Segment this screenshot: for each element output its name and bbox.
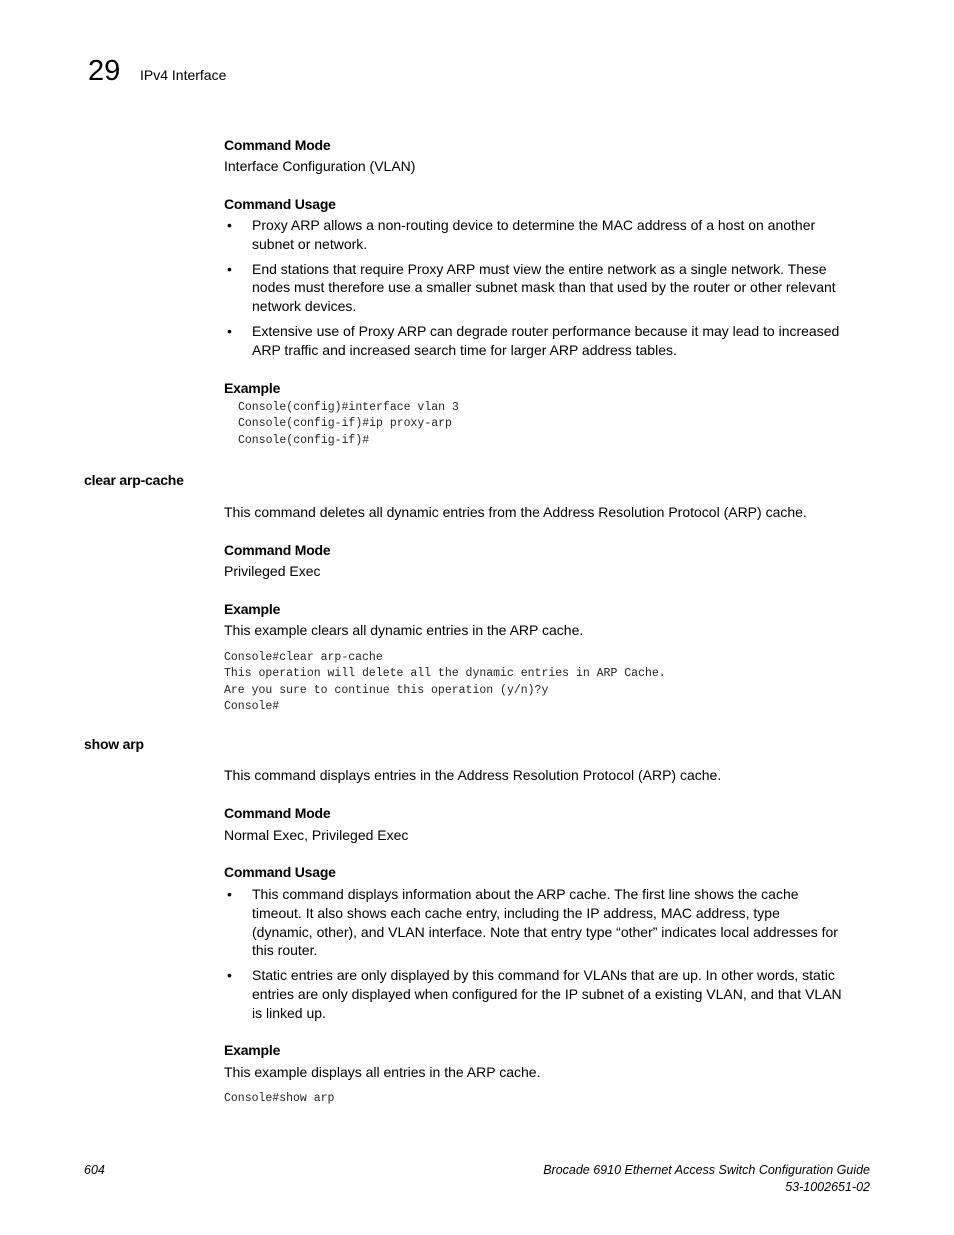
command-name-clear-arp-cache: clear arp-cache bbox=[84, 472, 184, 488]
example-text: This example clears all dynamic entries in the ARP cache. bbox=[224, 622, 584, 638]
command-description: This command displays entries in the Address Resolution Protocol (ARP) cache. bbox=[224, 767, 722, 783]
usage-bullet: • Static entries are only displayed by this command for VLANs that are up. In other words, static entries are only displayed when configured for the IP subnet of a existing VLAN, and that VLAN is linked up. bbox=[224, 966, 844, 1022]
command-description: This command deletes all dynamic entries from the Address Resolution Protocol (ARP) cache. bbox=[224, 504, 807, 520]
command-usage-heading: Command Usage bbox=[224, 864, 336, 880]
page-number: 604 bbox=[84, 1163, 105, 1177]
command-mode-heading: Command Mode bbox=[224, 542, 331, 558]
command-mode-text: Privileged Exec bbox=[224, 563, 321, 579]
example-text: This example displays all entries in the ARP cache. bbox=[224, 1064, 541, 1080]
command-mode-heading: Command Mode bbox=[224, 805, 331, 821]
command-usage-list bbox=[224, 885, 844, 1029]
chapter-number: 29 bbox=[88, 55, 121, 87]
command-mode-heading: Command Mode bbox=[224, 137, 331, 153]
usage-bullet: • This command displays information about the ARP cache. The first line shows the cache timeout. It also shows each cache entry, including the IP address, MAC address, type (dynamic, other), and VLAN interface. Note that entry type “other” indicates local addresses for this router. bbox=[224, 885, 844, 960]
command-mode-text: Normal Exec, Privileged Exec bbox=[224, 827, 409, 843]
usage-bullet: • Extensive use of Proxy ARP can degrade router performance because it may lead to increased ARP traffic and increased search time for larger ARP address tables. bbox=[224, 322, 844, 360]
example-code-block: Console#show arp bbox=[224, 1092, 335, 1105]
example-code-block: Console#clear arp-cache This operation will delete all the dynamic entries in ARP Cache. Are you sure to continue this operation (y/n)?y Console# bbox=[224, 651, 666, 713]
usage-bullet: • End stations that require Proxy ARP must view the entire network as a single network. These nodes must therefore use a smaller subnet mask than that used by the router or other relevant network devices. bbox=[224, 260, 844, 316]
usage-bullet: • Proxy ARP allows a non-routing device to determine the MAC address of a host on another subnet or network. bbox=[224, 216, 844, 254]
example-heading: Example bbox=[224, 1042, 281, 1058]
example-heading: Example bbox=[224, 380, 281, 396]
example-heading: Example bbox=[224, 601, 281, 617]
command-usage-list bbox=[224, 216, 844, 366]
document-number: 53-1002651-02 bbox=[785, 1180, 870, 1194]
example-code-block: Console(config)#interface vlan 3 Console(config-if)#ip proxy-arp Console(config-if)# bbox=[238, 401, 459, 447]
command-mode-text: Interface Configuration (VLAN) bbox=[224, 158, 416, 174]
command-name-show-arp: show arp bbox=[84, 736, 144, 752]
chapter-title: IPv4 Interface bbox=[140, 67, 227, 83]
command-usage-heading: Command Usage bbox=[224, 196, 336, 212]
guide-title: Brocade 6910 Ethernet Access Switch Configuration Guide bbox=[543, 1163, 870, 1177]
